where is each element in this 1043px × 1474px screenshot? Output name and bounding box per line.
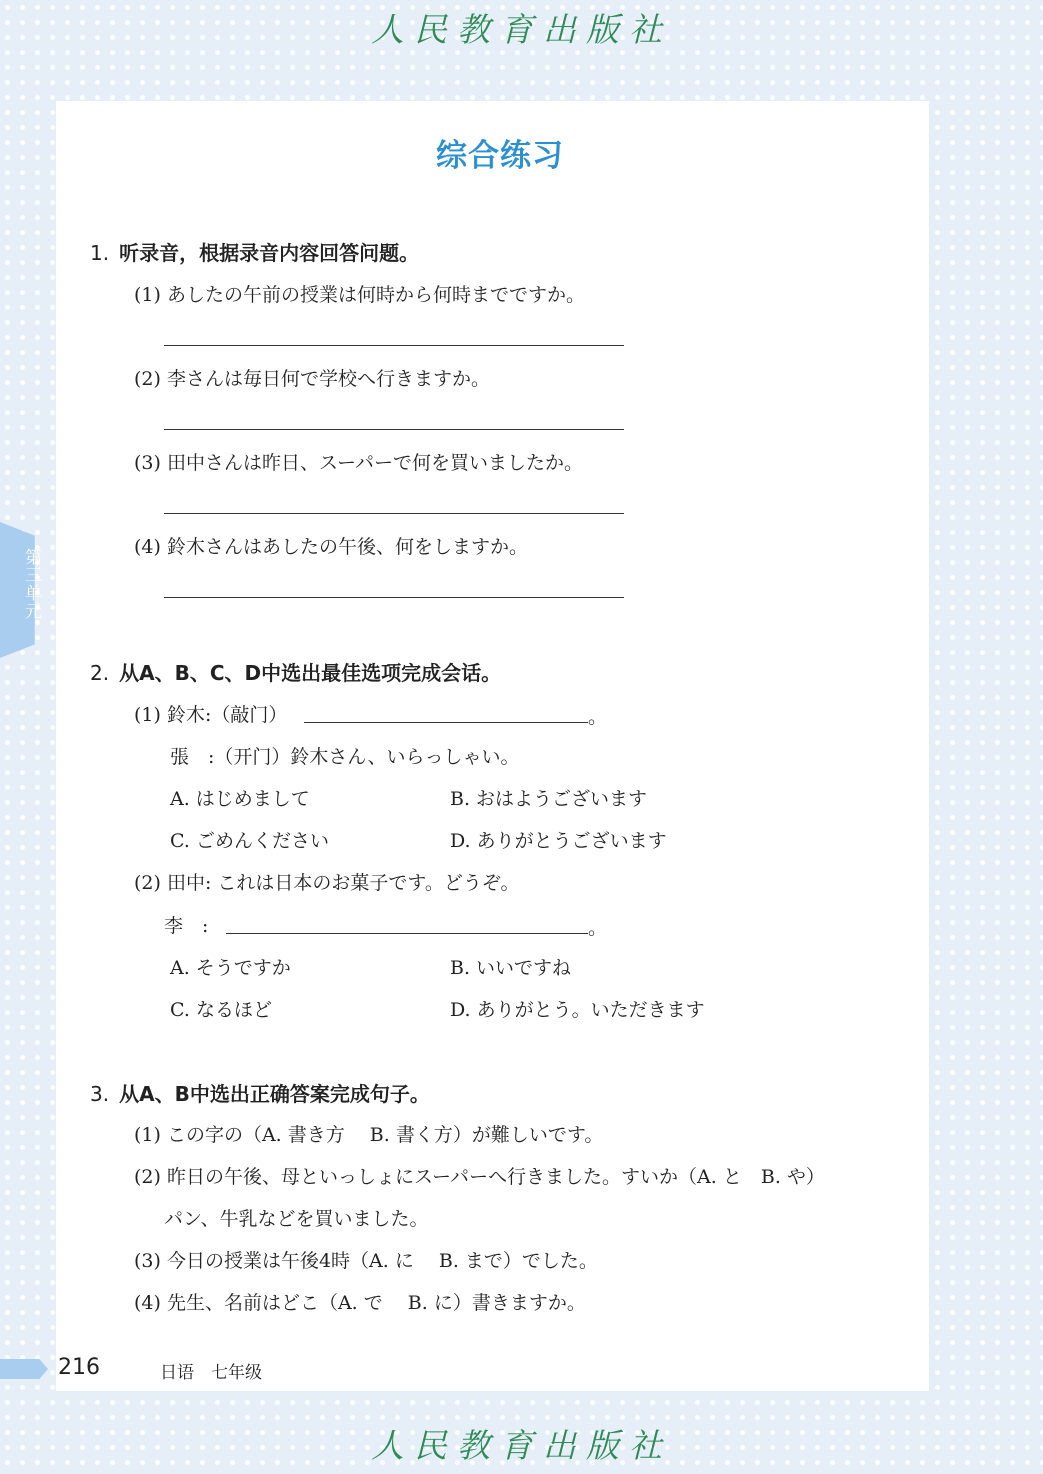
section-instruction: 听录音，根据录音内容回答问题。 — [119, 241, 420, 265]
answer-line-1-2[interactable] — [164, 429, 624, 430]
question-3-2: (2) 昨日の午後、母といっしょにスーパーへ行きました。すいか（A. と B. や） — [134, 1166, 825, 1188]
option-2-2-d[interactable]: D. ありがとう。いただきます — [450, 999, 705, 1021]
answer-line-1-4[interactable] — [164, 597, 624, 598]
question-1-4: (4) 鈴木さんはあしたの午後、何をしますか。 — [134, 536, 528, 558]
section-instruction: 从A、B中选出正确答案完成句子。 — [119, 1082, 430, 1106]
question-3-4: (4) 先生、名前はどこ（A. で B. に）書きますか。 — [134, 1292, 586, 1314]
page-number: 216 — [58, 1355, 100, 1380]
question-2-1-end: 。 — [588, 706, 608, 728]
publisher-logo-top: 人民教育出版社 — [371, 10, 672, 49]
option-2-1-b[interactable]: B. おはようございます — [450, 788, 648, 810]
answer-blank-2-1[interactable] — [304, 722, 588, 723]
question-2-2-end: 。 — [588, 917, 608, 939]
option-2-2-c[interactable]: C. なるほど — [170, 999, 272, 1021]
question-1-1: (1) あしたの午前の授業は何時から何時までですか。 — [134, 284, 585, 306]
section-instruction: 从A、B、C、D中选出最佳选项完成会话。 — [119, 661, 502, 685]
question-3-3: (3) 今日の授業は午後4時（A. に B. まで）でした。 — [134, 1250, 598, 1272]
option-2-1-c[interactable]: C. ごめんください — [170, 830, 329, 852]
question-2-2-line2: 李 : — [164, 915, 209, 937]
section-number: 2. — [90, 661, 110, 685]
answer-blank-2-2[interactable] — [226, 933, 588, 934]
option-2-2-b[interactable]: B. いいですね — [450, 957, 572, 979]
section-3-heading — [90, 1078, 430, 1107]
publisher-logo-bottom: 人民教育出版社 — [371, 1426, 672, 1465]
question-3-2-cont: パン、牛乳などを買いました。 — [164, 1208, 429, 1230]
section-number: 1. — [90, 241, 110, 265]
section-number: 3. — [90, 1082, 110, 1106]
section-2-heading — [90, 657, 501, 686]
question-1-2: (2) 李さんは毎日何で学校へ行きますか。 — [134, 368, 490, 390]
question-2-2-line1: (2) 田中: これは日本のお菓子です。どうぞ。 — [134, 872, 520, 894]
option-2-1-a[interactable]: A. はじめまして — [170, 788, 310, 810]
section-1-heading — [90, 237, 419, 266]
question-1-3: (3) 田中さんは昨日、スーパーで何を買いましたか。 — [134, 452, 584, 474]
answer-line-1-3[interactable] — [164, 513, 624, 514]
page-number-tab — [0, 1359, 48, 1379]
page-title: 综合练习 — [436, 138, 564, 174]
question-3-1: (1) この字の（A. 書き方 B. 書く方）が難しいです。 — [134, 1124, 604, 1146]
answer-line-1-1[interactable] — [164, 345, 624, 346]
option-2-1-d[interactable]: D. ありがとうございます — [450, 830, 667, 852]
question-2-1-line2: 張 :（开门）鈴木さん、いらっしゃい。 — [170, 746, 520, 768]
unit-side-label: 第三单元 — [21, 548, 41, 620]
option-2-2-a[interactable]: A. そうですか — [170, 957, 291, 979]
question-2-1-line1: (1) 鈴木:（敲门） — [134, 704, 288, 726]
book-name: 日语 七年级 — [160, 1363, 262, 1383]
